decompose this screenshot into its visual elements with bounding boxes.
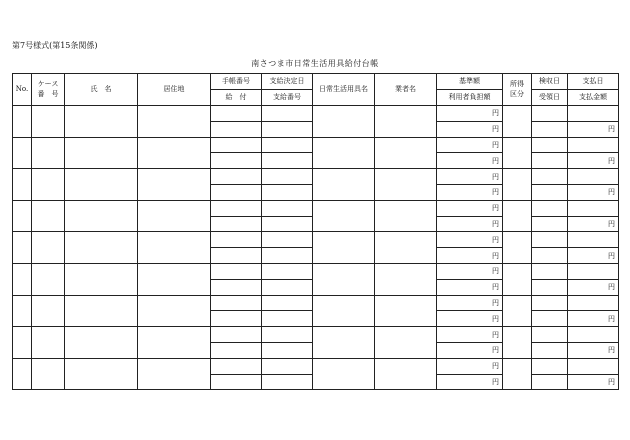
payment-number-cell[interactable] [262,279,313,295]
vendor-cell[interactable] [375,169,437,201]
payment-decision-date-cell[interactable] [262,327,313,343]
handbook-number-cell[interactable] [211,358,262,374]
payment-date-cell[interactable] [568,295,619,311]
income-category-cell[interactable] [503,200,532,232]
payment-amount-cell[interactable]: 円 [568,216,619,232]
income-category-cell[interactable] [503,169,532,201]
item-name-cell[interactable] [313,137,375,169]
no-cell[interactable] [13,200,32,232]
payment-date-cell[interactable] [568,232,619,248]
payment-decision-date-cell[interactable] [262,169,313,185]
case-number-cell[interactable] [32,327,65,359]
income-category-cell[interactable] [503,327,532,359]
payment-date-cell[interactable] [568,169,619,185]
inspection-date-cell[interactable] [532,327,568,343]
payment-decision-date-cell[interactable] [262,358,313,374]
header-handbook-number: 手帳番号 [211,74,262,90]
payment-date-cell[interactable] [568,327,619,343]
header-benefit: 給 付 [211,90,262,106]
inspection-date-cell[interactable] [532,137,568,153]
standard-amount-cell[interactable]: 円 [437,106,503,122]
case-number-cell[interactable] [32,263,65,295]
user-burden-cell[interactable]: 円 [437,184,503,200]
residence-cell[interactable] [138,169,211,201]
header-receipt-date: 受領日 [532,90,568,106]
receipt-date-cell[interactable] [532,311,568,327]
payment-amount-cell[interactable]: 円 [568,248,619,264]
name-cell[interactable] [65,232,138,264]
vendor-cell[interactable] [375,137,437,169]
item-name-cell[interactable] [313,200,375,232]
vendor-cell[interactable] [375,358,437,390]
inspection-date-cell[interactable] [532,200,568,216]
table-row [13,200,619,216]
table-row [13,295,619,311]
header-vendor: 業者名 [375,74,437,106]
benefit-cell[interactable] [211,248,262,264]
residence-cell[interactable] [138,137,211,169]
no-cell[interactable] [13,263,32,295]
ledger-title: 南さつま市日常生活用具給付台帳 [251,59,379,68]
inspection-date-cell[interactable] [532,232,568,248]
name-cell[interactable] [65,106,138,138]
no-cell[interactable] [13,327,32,359]
standard-amount-cell[interactable]: 円 [437,295,503,311]
user-burden-cell[interactable]: 円 [437,342,503,358]
residence-cell[interactable] [138,200,211,232]
payment-number-cell[interactable] [262,184,313,200]
inspection-date-cell[interactable] [532,358,568,374]
receipt-date-cell[interactable] [532,279,568,295]
item-name-cell[interactable] [313,232,375,264]
table-row [13,106,619,122]
vendor-cell[interactable] [375,295,437,327]
payment-decision-date-cell[interactable] [262,232,313,248]
table-row [13,358,619,374]
payment-date-cell[interactable] [568,137,619,153]
benefit-cell[interactable] [211,216,262,232]
standard-amount-cell[interactable]: 円 [437,232,503,248]
standard-amount-cell[interactable]: 円 [437,358,503,374]
payment-decision-date-cell[interactable] [262,263,313,279]
form-number-label: 第7号様式(第15条関係) [12,41,98,50]
inspection-date-cell[interactable] [532,106,568,122]
case-number-cell[interactable] [32,169,65,201]
handbook-number-cell[interactable] [211,106,262,122]
payment-date-cell[interactable] [568,106,619,122]
receipt-date-cell[interactable] [532,374,568,390]
payment-date-cell[interactable] [568,358,619,374]
residence-cell[interactable] [138,327,211,359]
residence-cell[interactable] [138,232,211,264]
vendor-cell[interactable] [375,106,437,138]
payment-number-cell[interactable] [262,216,313,232]
payment-amount-cell[interactable]: 円 [568,311,619,327]
receipt-date-cell[interactable] [532,216,568,232]
payment-amount-cell[interactable]: 円 [568,279,619,295]
benefit-cell[interactable] [211,342,262,358]
benefit-cell[interactable] [211,279,262,295]
ledger-header [13,74,619,106]
header-income-category: 所得 区分 [503,74,532,106]
benefit-cell[interactable] [211,184,262,200]
header-payment-date: 支払日 [568,74,619,90]
income-category-cell[interactable] [503,295,532,327]
header-case-number: ケース 番 号 [32,74,65,106]
case-number-cell[interactable] [32,137,65,169]
inspection-date-cell[interactable] [532,169,568,185]
table-row [13,232,619,248]
payment-decision-date-cell[interactable] [262,137,313,153]
vendor-cell[interactable] [375,200,437,232]
header-payment-number: 支給番号 [262,90,313,106]
no-cell[interactable] [13,295,32,327]
standard-amount-cell[interactable]: 円 [437,327,503,343]
header-user-burden: 利用者負担額 [437,90,503,106]
payment-number-cell[interactable] [262,248,313,264]
payment-number-cell[interactable] [262,342,313,358]
handbook-number-cell[interactable] [211,200,262,216]
header-name: 氏 名 [65,74,138,106]
standard-amount-cell[interactable]: 円 [437,263,503,279]
inspection-date-cell[interactable] [532,263,568,279]
handbook-number-cell[interactable] [211,295,262,311]
name-cell[interactable] [65,327,138,359]
user-burden-cell[interactable]: 円 [437,216,503,232]
receipt-date-cell[interactable] [532,248,568,264]
header-no: No. [13,74,32,106]
payment-date-cell[interactable] [568,200,619,216]
receipt-date-cell[interactable] [532,342,568,358]
handbook-number-cell[interactable] [211,232,262,248]
handbook-number-cell[interactable] [211,169,262,185]
user-burden-cell[interactable]: 円 [437,374,503,390]
payment-number-cell[interactable] [262,153,313,169]
payment-date-cell[interactable] [568,263,619,279]
header-payment-amount: 支払金額 [568,90,619,106]
vendor-cell[interactable] [375,263,437,295]
case-number-cell[interactable] [32,232,65,264]
receipt-date-cell[interactable] [532,184,568,200]
item-name-cell[interactable] [313,263,375,295]
income-category-cell[interactable] [503,106,532,138]
benefit-cell[interactable] [211,121,262,137]
user-burden-cell[interactable]: 円 [437,248,503,264]
standard-amount-cell[interactable]: 円 [437,137,503,153]
standard-amount-cell[interactable]: 円 [437,169,503,185]
residence-cell[interactable] [138,295,211,327]
income-category-cell[interactable] [503,263,532,295]
payment-amount-cell[interactable]: 円 [568,342,619,358]
vendor-cell[interactable] [375,232,437,264]
payment-decision-date-cell[interactable] [262,200,313,216]
ledger-table [12,73,619,390]
name-cell[interactable] [65,137,138,169]
ledger-body [13,106,619,390]
user-burden-cell[interactable]: 円 [437,121,503,137]
income-category-cell[interactable] [503,137,532,169]
no-cell[interactable] [13,137,32,169]
case-number-cell[interactable] [32,358,65,390]
name-cell[interactable] [65,263,138,295]
payment-amount-cell[interactable]: 円 [568,153,619,169]
handbook-number-cell[interactable] [211,137,262,153]
payment-number-cell[interactable] [262,121,313,137]
user-burden-cell[interactable]: 円 [437,279,503,295]
residence-cell[interactable] [138,106,211,138]
user-burden-cell[interactable]: 円 [437,153,503,169]
payment-number-cell[interactable] [262,374,313,390]
item-name-cell[interactable] [313,358,375,390]
receipt-date-cell[interactable] [532,153,568,169]
vendor-cell[interactable] [375,327,437,359]
header-inspection-date: 検収日 [532,74,568,90]
handbook-number-cell[interactable] [211,263,262,279]
name-cell[interactable] [65,169,138,201]
header-payment-decision-date: 支給決定日 [262,74,313,90]
name-cell[interactable] [65,358,138,390]
case-number-cell[interactable] [32,106,65,138]
inspection-date-cell[interactable] [532,295,568,311]
item-name-cell[interactable] [313,327,375,359]
residence-cell[interactable] [138,358,211,390]
item-name-cell[interactable] [313,106,375,138]
no-cell[interactable] [13,358,32,390]
payment-amount-cell[interactable]: 円 [568,374,619,390]
no-cell[interactable] [13,232,32,264]
item-name-cell[interactable] [313,169,375,201]
case-number-cell[interactable] [32,200,65,232]
header-item-name: 日常生活用具名 [313,74,375,106]
benefit-cell[interactable] [211,153,262,169]
no-cell[interactable] [13,106,32,138]
table-row [13,137,619,153]
income-category-cell[interactable] [503,358,532,390]
residence-cell[interactable] [138,263,211,295]
user-burden-cell[interactable]: 円 [437,311,503,327]
table-row [13,263,619,279]
item-name-cell[interactable] [313,295,375,327]
benefit-cell[interactable] [211,311,262,327]
table-row [13,327,619,343]
payment-number-cell[interactable] [262,311,313,327]
header-residence: 居住地 [138,74,211,106]
payment-amount-cell[interactable]: 円 [568,121,619,137]
name-cell[interactable] [65,295,138,327]
no-cell[interactable] [13,169,32,201]
payment-decision-date-cell[interactable] [262,295,313,311]
income-category-cell[interactable] [503,232,532,264]
standard-amount-cell[interactable]: 円 [437,200,503,216]
handbook-number-cell[interactable] [211,327,262,343]
receipt-date-cell[interactable] [532,121,568,137]
table-row [13,169,619,185]
name-cell[interactable] [65,200,138,232]
header-standard-amount: 基準額 [437,74,503,90]
payment-decision-date-cell[interactable] [262,106,313,122]
benefit-cell[interactable] [211,374,262,390]
payment-amount-cell[interactable]: 円 [568,184,619,200]
case-number-cell[interactable] [32,295,65,327]
